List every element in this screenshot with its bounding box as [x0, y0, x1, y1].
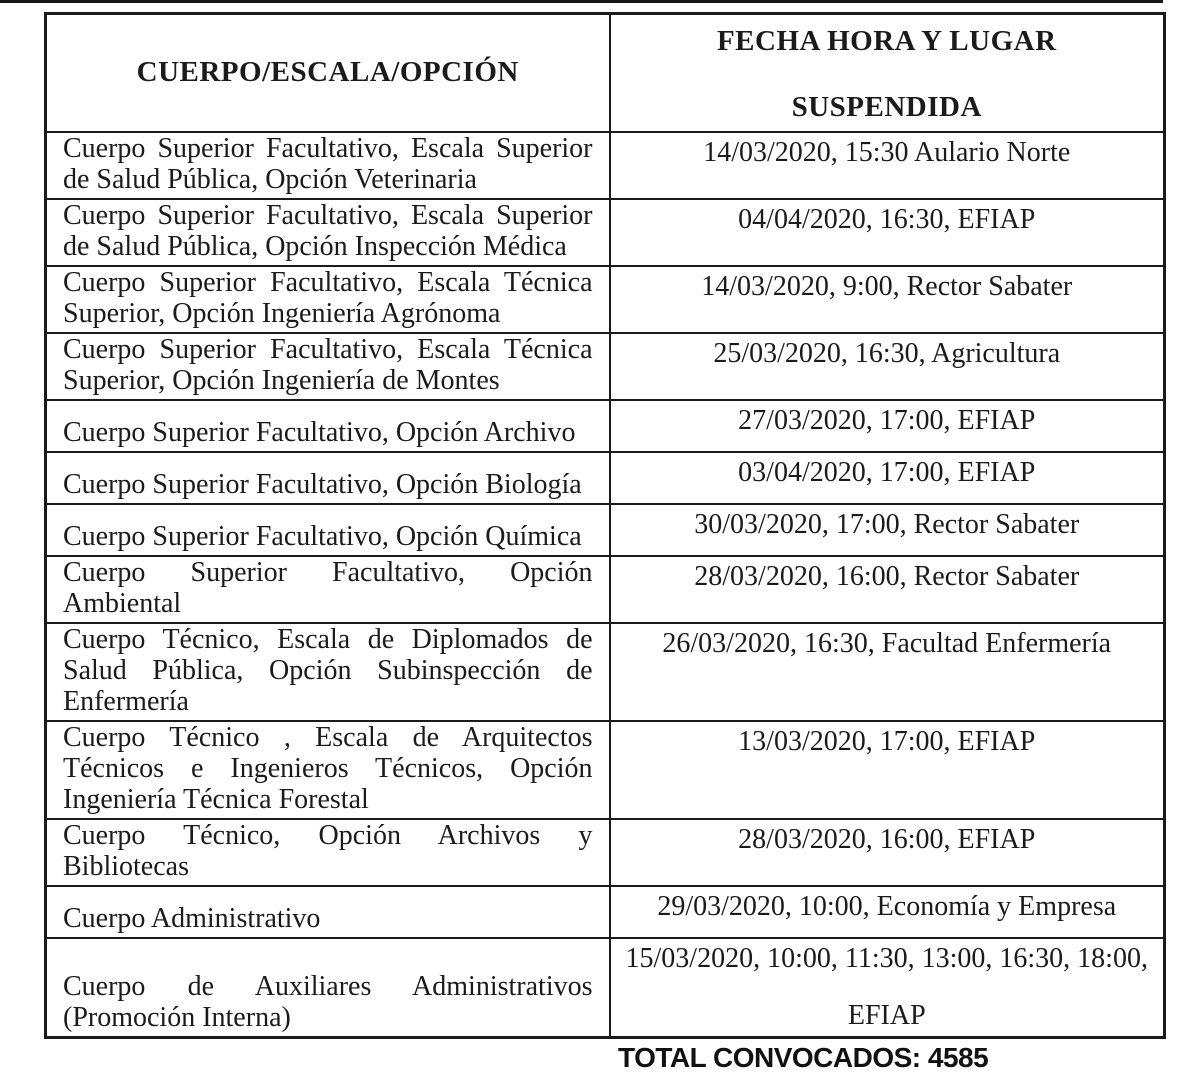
table-row [46, 819, 1165, 886]
fecha-cell: 29/03/2020, 10:00, Economía y Empresa [610, 886, 1165, 938]
page-top-rule [0, 0, 1163, 3]
table-row [46, 266, 1165, 333]
fecha-cell [610, 938, 1165, 1038]
table-row [46, 721, 1165, 819]
table-row [46, 504, 1165, 556]
fecha-cell: 30/03/2020, 17:00, Rector Sabater [610, 504, 1165, 556]
cuerpo-cell: Cuerpo Técnico , Escala de Arquitectos Técnicos e Ingenieros Técnicos, Opción Ingeniería Técnica Forestal [46, 721, 610, 819]
cuerpo-cell: Cuerpo Técnico, Escala de Diplomados de Salud Pública, Opción Subinspección de Enfermería [46, 623, 610, 721]
table-row [46, 938, 1165, 1038]
fecha-cell: 28/03/2020, 16:00, Rector Sabater [610, 556, 1165, 623]
cuerpo-cell: Cuerpo Superior Facultativo, Opción Química [46, 504, 610, 556]
cuerpo-cell: Cuerpo Superior Facultativo, Escala Superior de Salud Pública, Opción Veterinaria [46, 132, 610, 199]
header-fecha-line1: FECHA HORA Y LUGAR [716, 25, 1057, 57]
cuerpo-cell: Cuerpo Superior Facultativo, Escala Superior de Salud Pública, Opción Inspección Médica [46, 199, 610, 266]
fecha-cell: 14/03/2020, 9:00, Rector Sabater [610, 266, 1165, 333]
cuerpo-cell: Cuerpo Administrativo [46, 886, 610, 938]
suspension-table [44, 12, 1166, 1039]
table-row [46, 452, 1165, 504]
fecha-cell: 26/03/2020, 16:30, Facultad Enfermería [610, 623, 1165, 721]
cuerpo-cell: Cuerpo Superior Facultativo, Opción Biología [46, 452, 610, 504]
fecha-cell: 27/03/2020, 17:00, EFIAP [610, 400, 1165, 452]
table-row [46, 623, 1165, 721]
cuerpo-cell: Cuerpo de Auxiliares Administrativos (Promoción Interna) [46, 938, 610, 1038]
fecha-cell: 13/03/2020, 17:00, EFIAP [610, 721, 1165, 819]
fecha-cell: 04/04/2020, 16:30, EFIAP [610, 199, 1165, 266]
table-row [46, 333, 1165, 400]
header-fecha-hora-lugar [610, 14, 1165, 132]
cuerpo-cell: Cuerpo Superior Facultativo, Opción Ambiental [46, 556, 610, 623]
table-row [46, 886, 1165, 938]
header-row [46, 14, 1165, 132]
fecha-cell: 03/04/2020, 17:00, EFIAP [610, 452, 1165, 504]
table-row [46, 132, 1165, 199]
table-row [46, 400, 1165, 452]
table-row [46, 199, 1165, 266]
fecha-cell: 25/03/2020, 16:30, Agricultura [610, 333, 1165, 400]
header-cuerpo-escala-opcion [46, 14, 610, 132]
table-row [46, 556, 1165, 623]
fecha-line1: 15/03/2020, 10:00, 11:30, 13:00, 16:30, 18:00, [625, 942, 1148, 974]
cuerpo-cell: Cuerpo Superior Facultativo, Escala Técnica Superior, Opción Ingeniería Agrónoma [46, 266, 610, 333]
cuerpo-cell: Cuerpo Superior Facultativo, Escala Técnica Superior, Opción Ingeniería de Montes [46, 333, 610, 400]
fecha-cell: 14/03/2020, 15:30 Aulario Norte [610, 132, 1165, 199]
header-fecha-line2: SUSPENDIDA [791, 91, 982, 123]
fecha-line2: EFIAP [847, 999, 926, 1031]
fecha-cell: 28/03/2020, 16:00, EFIAP [610, 819, 1165, 886]
cuerpo-cell: Cuerpo Técnico, Opción Archivos y Bibliotecas [46, 819, 610, 886]
total-convocados: TOTAL CONVOCADOS: 4585 [618, 1042, 989, 1073]
header-cuerpo-label: CUERPO/ESCALA/OPCIÓN [136, 56, 519, 89]
cuerpo-cell: Cuerpo Superior Facultativo, Opción Archivo [46, 400, 610, 452]
